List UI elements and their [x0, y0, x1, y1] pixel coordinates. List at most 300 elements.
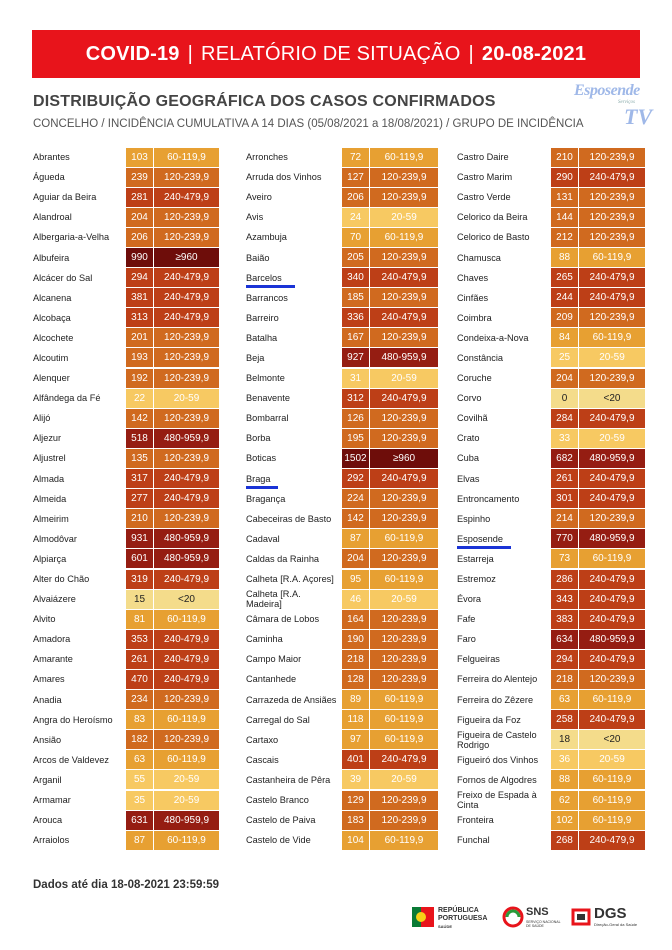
municipality-name: Évora: [457, 594, 482, 605]
municipality-row: [33, 830, 243, 850]
municipality-row: [457, 408, 667, 428]
incidence-value: 31: [342, 369, 369, 388]
incidence-value: 142: [126, 409, 153, 428]
rp-line3: SAÚDE: [438, 924, 453, 929]
incidence-value: 205: [342, 248, 369, 267]
municipality-name: Almada: [33, 473, 65, 484]
incidence-value: 97: [342, 730, 369, 749]
incidence-value: 128: [342, 670, 369, 689]
incidence-value: 336: [342, 308, 369, 327]
incidence-value: 340: [342, 268, 369, 287]
municipality-row: [246, 247, 456, 267]
municipality-name: Fafe: [457, 614, 476, 625]
municipality-row: [457, 268, 667, 288]
municipality-name: Estremoz: [457, 574, 496, 585]
incidence-group: 20-59: [370, 770, 438, 789]
incidence-value: 95: [342, 570, 369, 589]
municipality-row: [246, 810, 456, 830]
incidence-value: 239: [126, 168, 153, 187]
municipality-row: [457, 469, 667, 489]
municipality-row: [457, 810, 667, 830]
municipality-row: [33, 187, 243, 207]
incidence-group: 120-239,9: [370, 811, 438, 830]
incidence-value: 381: [126, 288, 153, 307]
incidence-group: 480-959,9: [579, 630, 645, 649]
incidence-group: 240-479,9: [370, 308, 438, 327]
incidence-value: 183: [342, 811, 369, 830]
data-date-footer: Dados até dia 18-08-2021 23:59:59: [33, 879, 220, 891]
incidence-value: 931: [126, 529, 153, 548]
incidence-group: 60-119,9: [370, 228, 438, 247]
incidence-group: 120-239,9: [579, 369, 645, 388]
incidence-group: 240-479,9: [579, 570, 645, 589]
incidence-value: 290: [551, 168, 578, 187]
watermark-line1: Esposende: [574, 82, 640, 99]
municipality-row: [33, 569, 243, 589]
municipality-row: [246, 629, 456, 649]
sns-subtitle: SERVIÇO NACIONAL DE SAÚDE: [526, 920, 561, 928]
incidence-group: 240-479,9: [579, 489, 645, 508]
municipality-row: [457, 187, 667, 207]
municipality-name: Águeda: [33, 172, 65, 183]
municipality-row: [246, 428, 456, 448]
incidence-group: 240-479,9: [154, 288, 219, 307]
incidence-value: 770: [551, 529, 578, 548]
municipality-row: [457, 227, 667, 247]
municipality-name: Coimbra: [457, 312, 492, 323]
municipality-name: Anadia: [33, 694, 62, 705]
municipality-name: Castro Daire: [457, 152, 509, 163]
incidence-group: 480-959,9: [579, 529, 645, 548]
municipality-row: [246, 569, 456, 589]
incidence-value: 294: [126, 268, 153, 287]
municipality-row: [246, 549, 456, 569]
municipality-row: [33, 549, 243, 569]
incidence-value: 33: [551, 429, 578, 448]
incidence-value: 383: [551, 610, 578, 629]
municipality-name: Esposende: [457, 533, 503, 544]
incidence-value: 234: [126, 690, 153, 709]
municipality-row: [33, 428, 243, 448]
municipality-row: [246, 589, 456, 609]
municipality-row: [457, 147, 667, 167]
municipality-name: Ferreira do Zêzere: [457, 694, 534, 705]
incidence-value: 84: [551, 328, 578, 347]
municipality-name: Chamusca: [457, 252, 501, 263]
incidence-group: 120-239,9: [370, 791, 438, 810]
municipality-name: Barcelos: [246, 272, 282, 283]
incidence-group: 240-479,9: [579, 710, 645, 729]
incidence-value: 353: [126, 630, 153, 649]
incidence-value: 73: [551, 549, 578, 568]
municipality-row: [457, 609, 667, 629]
municipality-row: [457, 529, 667, 549]
municipality-row: [33, 529, 243, 549]
incidence-value: 281: [126, 188, 153, 207]
municipality-row: [457, 207, 667, 227]
municipality-name: Batalha: [246, 332, 278, 343]
incidence-group: 20-59: [154, 389, 219, 408]
incidence-group: 120-239,9: [579, 208, 645, 227]
incidence-group: 240-479,9: [370, 389, 438, 408]
incidence-group: 240-479,9: [154, 630, 219, 649]
municipality-row: [246, 489, 456, 509]
incidence-value: 990: [126, 248, 153, 267]
incidence-group: 120-239,9: [579, 148, 645, 167]
municipality-row: [457, 750, 667, 770]
municipality-name: Arruda dos Vinhos: [246, 172, 322, 183]
incidence-group: 60-119,9: [154, 610, 219, 629]
incidence-group: 240-479,9: [154, 489, 219, 508]
dgs-title: DGS: [594, 905, 627, 922]
municipality-name: Alcobaça: [33, 312, 71, 323]
municipality-row: [457, 549, 667, 569]
page-subtitle: DISTRIBUIÇÃO GEOGRÁFICA DOS CASOS CONFIRMADOS: [33, 93, 496, 110]
municipality-row: [457, 629, 667, 649]
incidence-value: 87: [342, 529, 369, 548]
municipality-row: [246, 830, 456, 850]
municipality-name: Alijó: [33, 413, 51, 424]
municipality-row: [457, 448, 667, 468]
table-caption: CONCELHO / INCIDÊNCIA CUMULATIVA A 14 DIAS (05/08/2021 a 18/08/2021) / GRUPO DE INCIDÊNCIA: [33, 118, 584, 130]
incidence-group: 240-479,9: [370, 268, 438, 287]
incidence-group: 240-479,9: [579, 650, 645, 669]
incidence-group: 60-119,9: [579, 328, 645, 347]
incidence-value: 1502: [342, 449, 369, 468]
incidence-value: 62: [551, 791, 578, 810]
incidence-group: 60-119,9: [370, 831, 438, 850]
municipality-row: [33, 790, 243, 810]
municipality-name: Benavente: [246, 393, 290, 404]
incidence-value: 927: [342, 348, 369, 367]
municipality-name: Constância: [457, 352, 503, 363]
incidence-group: ≥960: [370, 449, 438, 468]
incidence-group: 240-479,9: [154, 188, 219, 207]
banner-separator-1: |: [187, 42, 194, 65]
municipality-name: Alcoutim: [33, 352, 69, 363]
incidence-value: 167: [342, 328, 369, 347]
municipality-row: [246, 227, 456, 247]
municipality-name: Fronteira: [457, 815, 494, 826]
municipality-row: [246, 147, 456, 167]
incidence-value: 35: [126, 791, 153, 810]
incidence-group: 60-119,9: [370, 730, 438, 749]
incidence-value: 277: [126, 489, 153, 508]
incidence-group: 120-239,9: [154, 228, 219, 247]
municipality-row: [457, 247, 667, 267]
municipality-name: Alcochete: [33, 332, 74, 343]
incidence-group: 120-239,9: [154, 690, 219, 709]
municipality-name: Felgueiras: [457, 654, 500, 665]
incidence-group: 120-239,9: [154, 409, 219, 428]
watermark-line2: Serviços: [618, 100, 635, 105]
municipality-name: Borba: [246, 433, 271, 444]
incidence-group: 120-239,9: [370, 489, 438, 508]
municipality-name: Cinfães: [457, 292, 489, 303]
incidence-value: 210: [551, 148, 578, 167]
incidence-value: 88: [551, 248, 578, 267]
municipality-name: Caminha: [246, 634, 283, 645]
incidence-group: 120-239,9: [370, 650, 438, 669]
municipality-row: [246, 790, 456, 810]
municipality-name: Faro: [457, 634, 476, 645]
municipality-row: [457, 288, 667, 308]
incidence-group: 120-239,9: [579, 509, 645, 528]
municipality-row: [33, 147, 243, 167]
incidence-group: 120-239,9: [154, 449, 219, 468]
municipality-name: Azambuja: [246, 232, 287, 243]
incidence-group: 120-239,9: [370, 288, 438, 307]
incidence-value: 55: [126, 770, 153, 789]
sns-logo: [502, 904, 564, 930]
municipality-row: [246, 770, 456, 790]
municipality-row: [457, 730, 667, 750]
incidence-group: 240-479,9: [154, 570, 219, 589]
incidence-value: 88: [551, 770, 578, 789]
incidence-group: 20-59: [579, 348, 645, 367]
incidence-value: 209: [551, 308, 578, 327]
incidence-value: 682: [551, 449, 578, 468]
municipality-row: [33, 509, 243, 529]
incidence-value: 22: [126, 389, 153, 408]
municipality-name: Boticas: [246, 453, 277, 464]
incidence-group: <20: [579, 389, 645, 408]
municipality-name: Castro Marim: [457, 172, 513, 183]
municipality-column-1: [33, 147, 243, 850]
municipality-row: [457, 770, 667, 790]
incidence-value: 301: [551, 489, 578, 508]
municipality-name: Alenquer: [33, 373, 70, 384]
municipality-row: [246, 348, 456, 368]
municipality-name: Cartaxo: [246, 734, 279, 745]
incidence-group: 120-239,9: [370, 630, 438, 649]
incidence-value: 70: [342, 228, 369, 247]
dgs-subtitle: Direção-Geral da Saúde: [594, 922, 638, 927]
incidence-value: 39: [342, 770, 369, 789]
incidence-value: 292: [342, 469, 369, 488]
municipality-row: [33, 489, 243, 509]
incidence-group: 480-959,9: [154, 811, 219, 830]
incidence-group: 120-239,9: [154, 730, 219, 749]
incidence-value: 25: [551, 348, 578, 367]
incidence-group: 120-239,9: [579, 308, 645, 327]
municipality-name: Castelo de Vide: [246, 835, 311, 846]
incidence-value: 18: [551, 730, 578, 749]
municipality-name: Amares: [33, 674, 65, 685]
municipality-name: Arcos de Valdevez: [33, 754, 109, 765]
incidence-group: 240-479,9: [579, 610, 645, 629]
municipality-column-3: [457, 147, 667, 850]
municipality-name: Cuba: [457, 453, 479, 464]
municipality-row: [246, 669, 456, 689]
municipality-row: [246, 750, 456, 770]
municipality-name: Albergaria-a-Velha: [33, 232, 110, 243]
municipality-row: [33, 469, 243, 489]
municipality-name: Carrazeda de Ansiães: [246, 694, 337, 705]
incidence-group: 240-479,9: [579, 469, 645, 488]
municipality-name: Freixo de Espada à Cinta: [457, 790, 537, 811]
incidence-value: 185: [342, 288, 369, 307]
incidence-value: 24: [342, 208, 369, 227]
incidence-group: 20-59: [154, 791, 219, 810]
incidence-value: 204: [342, 549, 369, 568]
incidence-group: 60-119,9: [370, 529, 438, 548]
municipality-row: [33, 207, 243, 227]
municipality-name: Coruche: [457, 373, 492, 384]
municipality-row: [246, 368, 456, 388]
municipality-row: [33, 710, 243, 730]
municipality-row: [33, 288, 243, 308]
dgs-logo: [570, 904, 642, 930]
incidence-group: 60-119,9: [154, 148, 219, 167]
republica-emblem-icon: [410, 904, 436, 930]
municipality-row: [246, 609, 456, 629]
municipality-row: [33, 810, 243, 830]
incidence-group: 120-239,9: [154, 369, 219, 388]
municipality-row: [246, 408, 456, 428]
incidence-group: 60-119,9: [579, 770, 645, 789]
incidence-value: 631: [126, 811, 153, 830]
municipality-name: Almeirim: [33, 513, 69, 524]
municipality-row: [33, 308, 243, 328]
incidence-group: 120-239,9: [370, 610, 438, 629]
municipality-name: Almodôvar: [33, 533, 77, 544]
incidence-group: 120-239,9: [579, 188, 645, 207]
incidence-group: 480-959,9: [579, 449, 645, 468]
municipality-name: Armamar: [33, 795, 71, 806]
municipality-name: Aguiar da Beira: [33, 192, 97, 203]
municipality-name: Cantanhede: [246, 674, 297, 685]
municipality-row: [246, 730, 456, 750]
municipality-name: Fornos de Algodres: [457, 774, 537, 785]
incidence-group: 60-119,9: [579, 791, 645, 810]
municipality-name: Alcácer do Sal: [33, 272, 93, 283]
incidence-value: 284: [551, 409, 578, 428]
municipality-name: Barreiro: [246, 312, 279, 323]
incidence-value: 89: [342, 690, 369, 709]
incidence-value: 72: [342, 148, 369, 167]
incidence-group: 240-479,9: [370, 469, 438, 488]
incidence-value: 192: [126, 369, 153, 388]
incidence-group: 240-479,9: [370, 750, 438, 769]
incidence-group: 60-119,9: [579, 811, 645, 830]
municipality-row: [457, 669, 667, 689]
municipality-name: Alter do Chão: [33, 574, 90, 585]
municipality-row: [246, 328, 456, 348]
incidence-group: <20: [154, 590, 219, 609]
incidence-value: 63: [126, 750, 153, 769]
incidence-group: 240-479,9: [154, 650, 219, 669]
incidence-value: 206: [126, 228, 153, 247]
incidence-value: 46: [342, 590, 369, 609]
incidence-value: 218: [551, 670, 578, 689]
municipality-row: [33, 167, 243, 187]
incidence-group: 120-239,9: [154, 208, 219, 227]
incidence-value: 104: [342, 831, 369, 850]
incidence-value: 129: [342, 791, 369, 810]
incidence-value: 312: [342, 389, 369, 408]
incidence-group: 60-119,9: [370, 148, 438, 167]
incidence-group: 60-119,9: [154, 831, 219, 850]
municipality-name: Angra do Heroísmo: [33, 714, 113, 725]
municipality-row: [33, 328, 243, 348]
municipality-name: Alpiarça: [33, 553, 67, 564]
incidence-value: 294: [551, 650, 578, 669]
incidence-group: 120-239,9: [154, 348, 219, 367]
municipality-name: Alfândega da Fé: [33, 393, 101, 404]
incidence-value: 313: [126, 308, 153, 327]
municipality-name: Aveiro: [246, 192, 272, 203]
municipality-name: Estarreja: [457, 553, 494, 564]
incidence-value: 118: [342, 710, 369, 729]
incidence-group: 240-479,9: [154, 308, 219, 327]
municipality-row: [33, 388, 243, 408]
incidence-group: 240-479,9: [579, 590, 645, 609]
municipality-row: [246, 710, 456, 730]
municipality-name: Crato: [457, 433, 480, 444]
municipality-row: [457, 428, 667, 448]
municipality-name: Caldas da Rainha: [246, 553, 320, 564]
incidence-value: 36: [551, 750, 578, 769]
municipality-name: Amadora: [33, 634, 71, 645]
municipality-row: [33, 750, 243, 770]
municipality-name: Alvito: [33, 614, 56, 625]
banner-covid: COVID-19: [85, 42, 180, 65]
municipality-name: Bragança: [246, 493, 286, 504]
municipality-name: Braga: [246, 473, 271, 484]
municipality-name: Celorico de Basto: [457, 232, 530, 243]
report-banner: [32, 30, 640, 78]
municipality-name: Funchal: [457, 835, 490, 846]
municipality-name: Arraiolos: [33, 835, 70, 846]
municipality-row: [33, 408, 243, 428]
incidence-group: 60-119,9: [579, 549, 645, 568]
incidence-group: 120-239,9: [154, 328, 219, 347]
municipality-name: Albufeira: [33, 252, 70, 263]
incidence-value: 518: [126, 429, 153, 448]
incidence-value: 401: [342, 750, 369, 769]
incidence-value: 319: [126, 570, 153, 589]
sns-title: SNS: [526, 906, 549, 918]
banner-separator-2: |: [468, 42, 474, 65]
incidence-group: ≥960: [154, 248, 219, 267]
incidence-value: 135: [126, 449, 153, 468]
municipality-row: [457, 790, 667, 810]
municipality-row: [246, 509, 456, 529]
municipality-name: Calheta [R.A. Madeira]: [246, 589, 301, 610]
municipality-name: Câmara de Lobos: [246, 614, 320, 625]
municipality-row: [457, 830, 667, 850]
incidence-value: 195: [342, 429, 369, 448]
incidence-value: 164: [342, 610, 369, 629]
incidence-value: 204: [126, 208, 153, 227]
incidence-group: 120-239,9: [370, 188, 438, 207]
incidence-group: 20-59: [370, 369, 438, 388]
municipality-row: [246, 649, 456, 669]
municipality-row: [457, 348, 667, 368]
municipality-row: [457, 649, 667, 669]
municipality-name: Entroncamento: [457, 493, 520, 504]
municipality-name: Arronches: [246, 152, 288, 163]
municipality-row: [246, 187, 456, 207]
municipality-row: [246, 207, 456, 227]
municipality-name: Condeixa-a-Nova: [457, 332, 529, 343]
incidence-value: 218: [342, 650, 369, 669]
municipality-row: [33, 730, 243, 750]
municipality-row: [33, 589, 243, 609]
municipality-row: [33, 770, 243, 790]
incidence-group: 60-119,9: [154, 710, 219, 729]
